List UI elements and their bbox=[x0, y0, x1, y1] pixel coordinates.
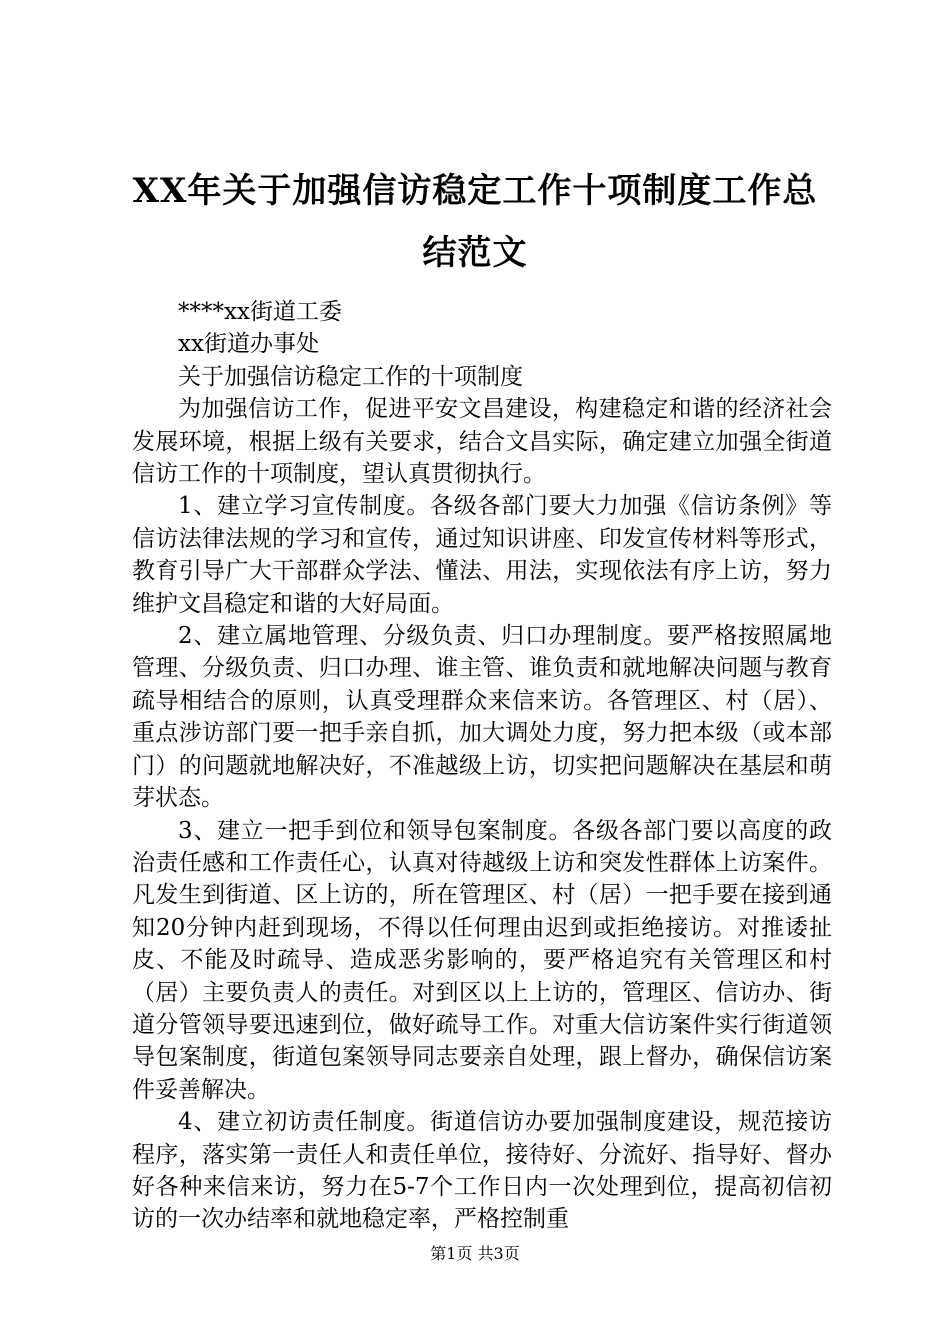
document-title: XX年关于加强信访稳定工作十项制度工作总结范文 bbox=[132, 171, 818, 273]
paragraph-item-3: 3、建立一把手到位和领导包案制度。各级各部门要以高度的政治责任感和工作责任心，认真对待越级上访和突发性群体上访案件。凡发生到街道、区上访的，所在管理区、村（居）一把手要在接到通知20分钟内赶到现场，不得以任何理由迟到或拒绝接访。对推诿扯皮、不能及时疏导、造成恶劣影响的，要严格追究有关管理区和村（居）主要负责人的责任。对到区以上上访的，管理区、信访办、街道分管领导要迅速到位，做好疏导工作。对重大信访案件实行街道领导包案制度，街道包案领导同志要亲自处理，跟上督办，确保信访案件妥善解决。 bbox=[132, 817, 832, 1103]
header-line-office: xx街道办事处 bbox=[178, 331, 319, 358]
header-line-committee: ****xx街道工委 bbox=[178, 299, 342, 325]
document-body bbox=[132, 296, 832, 1236]
paragraph-intro: 为加强信访工作，促进平安文昌建设，构建稳定和谐的经济社会发展环境，根据上级有关要求，结合文昌实际，确定建立加强全街道信访工作的十项制度，望认真贯彻执行。 bbox=[132, 396, 832, 488]
page-number-footer: 第1页 共3页 bbox=[430, 1244, 520, 1263]
paragraph-item-2: 2、建立属地管理、分级负责、归口办理制度。要严格按照属地管理、分级负责、归口办理、谁主管、谁负责和就地解决问题与教育疏导相结合的原则，认真受理群众来信来访。各管理区、村（居）、重点涉访部门要一把手亲自抓，加大调处力度，努力把本级（或本部门）的问题就地解决好，不准越级上访，切实把问题解决在基层和萌芽状态。 bbox=[132, 623, 832, 812]
header-line-subject: 关于加强信访稳定工作的十项制度 bbox=[178, 363, 523, 390]
paragraph-item-1: 1、建立学习宣传制度。各级各部门要大力加强《信访条例》等信访法律法规的学习和宣传，通过知识讲座、印发宣传材料等形式，教育引导广大干部群众学法、懂法、用法，实现依法有序上访，努力维护文昌稳定和谐的大好局面。 bbox=[132, 493, 832, 617]
paragraph-item-4: 4、建立初访责任制度。街道信访办要加强制度建设，规范接访程序，落实第一责任人和责任单位，接待好、分流好、指导好、督办好各种来信来访，努力在5-7个工作日内一次处理到位，提高初信初访的一次办结率和就地稳定率，严格控制重 bbox=[132, 1109, 832, 1233]
